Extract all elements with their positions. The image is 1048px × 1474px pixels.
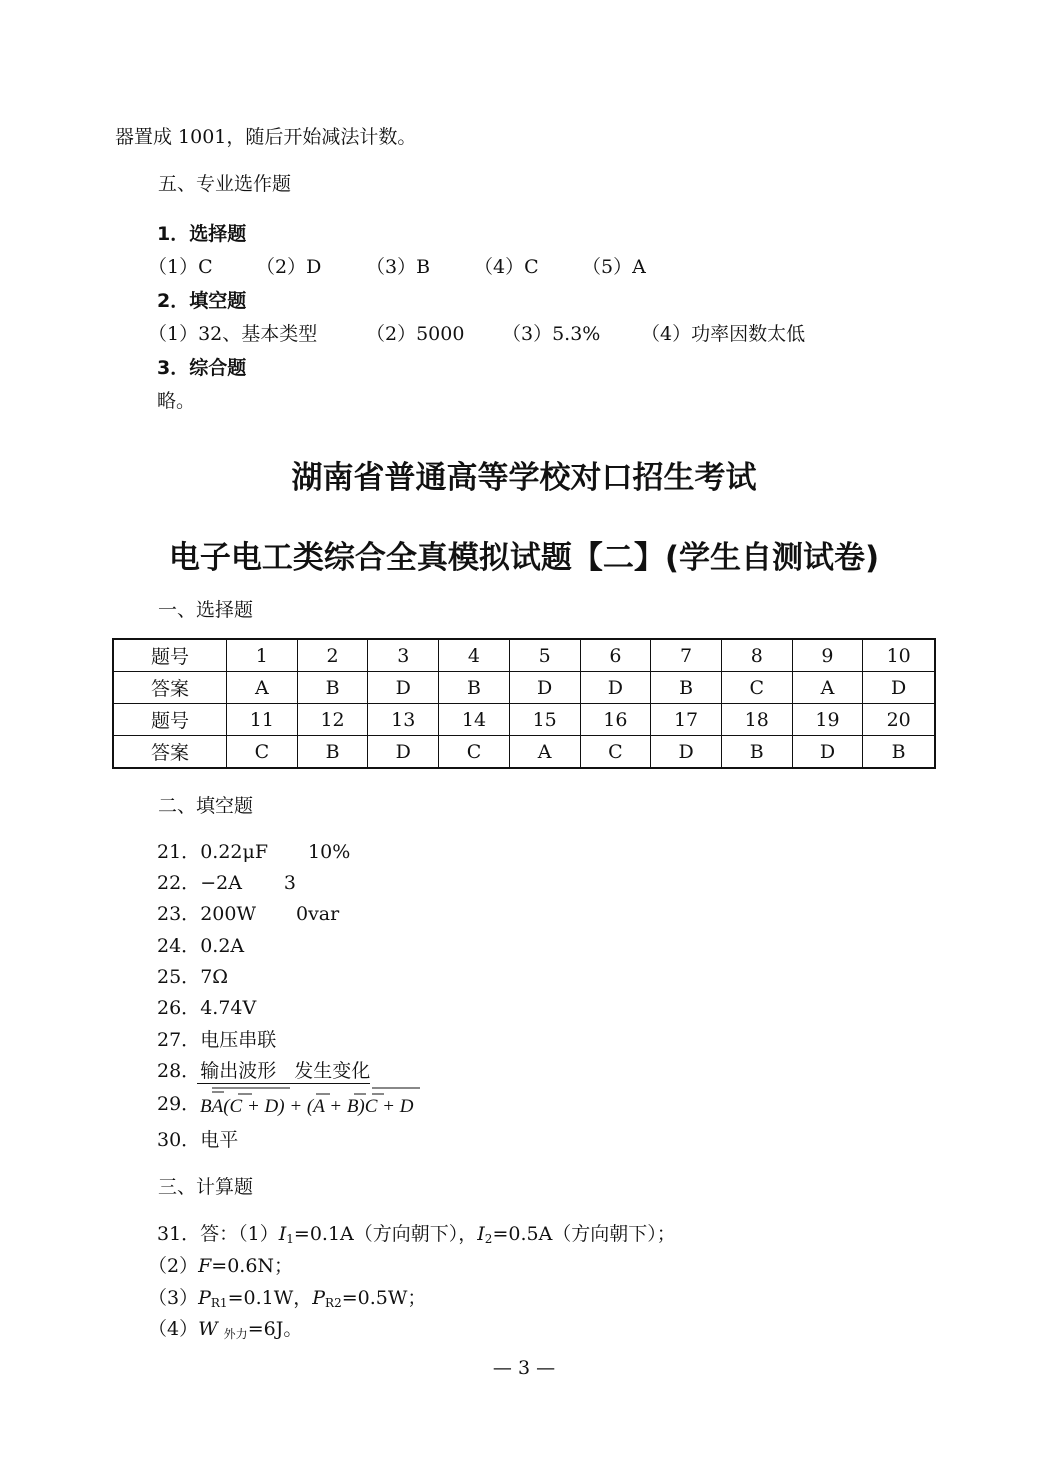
fill-item-29 <box>157 1095 200 1114</box>
table-cell: 6 <box>580 639 651 672</box>
item-answer: 3 <box>283 872 297 894</box>
item-number: 25． <box>157 966 201 988</box>
calc-line-2 <box>148 1257 293 1276</box>
table-cell: 16 <box>580 704 651 736</box>
calc-prefix: （2） <box>148 1255 199 1277</box>
item-number: 24． <box>157 935 201 957</box>
boolean-formula-29 <box>198 1080 428 1120</box>
table-cell: 13 <box>368 704 439 736</box>
s5-fill-item: （4）功率因数太低 <box>641 323 806 345</box>
fill-item-21 <box>157 843 350 862</box>
section-title-2: 二、填空题 <box>158 795 254 817</box>
table-cell: 12 <box>297 704 368 736</box>
s5-choice-item: （3）B <box>366 256 431 278</box>
s5-choice-title: 1．选择题 <box>157 223 247 245</box>
table-cell: A <box>509 736 580 769</box>
subscript: R1 <box>210 1296 228 1310</box>
table-cell: B <box>721 736 792 769</box>
calc-line-1 <box>157 1225 676 1245</box>
table-cell: 15 <box>509 704 580 736</box>
table-cell: 8 <box>721 639 792 672</box>
fill-item-26 <box>157 999 256 1018</box>
s5-fill-item: （3）5.3% <box>502 323 601 345</box>
s5-fill-item: （1）32、基本类型 <box>148 323 318 345</box>
row-label: 答案 <box>113 672 227 704</box>
section-title-5: 五、专业选作题 <box>158 173 292 195</box>
calc-line-3 <box>148 1289 426 1309</box>
item-answer: 0var <box>295 903 340 925</box>
item-answer: 电压串联 <box>200 1029 277 1051</box>
calc-prefix: （3） <box>148 1287 199 1309</box>
exam-title-line1: 湖南省普通高等学校对口招生考试 <box>291 460 757 496</box>
table-cell: 10 <box>863 639 935 672</box>
var-f: F <box>198 1255 212 1277</box>
table-cell: C <box>227 736 298 769</box>
calc-text: =0.1W， <box>227 1287 313 1309</box>
s5-choice-item: （5）A <box>582 256 646 278</box>
item-answer: −2A <box>200 872 242 894</box>
exam-title-line2: 电子电工类综合全真模拟试题【二】(学生自测试卷) <box>168 540 880 576</box>
calc-text: =0.1A（方向朝下）， <box>293 1223 478 1245</box>
item-number: 27． <box>157 1029 201 1051</box>
table-cell: 5 <box>509 639 580 672</box>
fill-item-23 <box>157 905 339 924</box>
page-number: — 3 — <box>492 1357 556 1379</box>
calc-text: =6J。 <box>247 1318 303 1340</box>
subscript: 1 <box>286 1232 294 1246</box>
table-cell: 14 <box>439 704 510 736</box>
item-answer: 发生变化 <box>294 1060 371 1082</box>
item-answer: 电平 <box>200 1129 239 1151</box>
var-i: I <box>477 1223 485 1245</box>
table-cell: 1 <box>227 639 298 672</box>
calc-prefix: 31．答：（1） <box>157 1223 279 1245</box>
table-cell: B <box>439 672 510 704</box>
table-row <box>113 639 935 672</box>
item-number: 28． <box>157 1060 201 1082</box>
fill-item-25 <box>157 968 228 987</box>
table-cell: 7 <box>651 639 722 672</box>
item-answer: 10% <box>308 841 351 863</box>
table-cell: D <box>792 736 863 769</box>
section-title-1: 一、选择题 <box>158 599 254 621</box>
table-cell: 17 <box>651 704 722 736</box>
table-cell: B <box>297 672 368 704</box>
calc-text: =0.5W； <box>341 1287 427 1309</box>
calc-prefix: （4） <box>148 1318 199 1340</box>
var-i: I <box>278 1223 287 1245</box>
answer-underline <box>197 1083 370 1084</box>
table-cell: A <box>227 672 298 704</box>
continuation-text: 器置成 1001，随后开始减法计数。 <box>115 126 417 148</box>
subscript: 2 <box>484 1232 493 1246</box>
fill-item-22 <box>157 874 296 893</box>
answer-table <box>112 638 936 769</box>
calc-line-4 <box>148 1320 302 1340</box>
row-label: 答案 <box>113 736 227 769</box>
var-w: W <box>198 1318 218 1340</box>
table-cell: 4 <box>439 639 510 672</box>
table-cell: B <box>651 672 722 704</box>
item-number: 22． <box>157 872 201 894</box>
s5-comp-body: 略。 <box>157 390 196 412</box>
item-answer: 输出波形 <box>200 1060 277 1082</box>
s5-comp-title: 3．综合题 <box>157 357 247 379</box>
fill-item-30 <box>157 1131 238 1150</box>
s5-choice-item: （1）C <box>148 256 213 278</box>
table-cell: 2 <box>297 639 368 672</box>
item-answer: 7Ω <box>200 966 229 988</box>
var-p: P <box>312 1287 326 1309</box>
calc-text: =0.5A（方向朝下）； <box>492 1223 676 1245</box>
item-answer: 0.22μF <box>200 841 269 863</box>
table-cell: D <box>368 672 439 704</box>
item-number: 30． <box>157 1129 201 1151</box>
item-number: 29． <box>157 1093 201 1115</box>
table-cell: 19 <box>792 704 863 736</box>
item-answer: 4.74V <box>200 997 257 1019</box>
table-cell: 20 <box>863 704 935 736</box>
table-row <box>113 736 935 769</box>
table-cell: B <box>297 736 368 769</box>
table-cell: D <box>368 736 439 769</box>
item-answer: 0.2A <box>200 935 245 957</box>
table-cell: 18 <box>721 704 792 736</box>
calc-text: =0.6N； <box>211 1255 294 1277</box>
fill-item-27 <box>157 1031 276 1050</box>
formula-text: BA(C + D) + (A + B)C + D <box>200 1096 414 1117</box>
item-number: 26． <box>157 997 201 1019</box>
table-cell: D <box>863 672 935 704</box>
table-cell: C <box>580 736 651 769</box>
s5-fill-title: 2．填空题 <box>157 290 247 312</box>
subscript: 外力 <box>223 1327 248 1341</box>
table-row <box>113 672 935 704</box>
item-answer: 200W <box>200 903 256 925</box>
item-number: 21． <box>157 841 201 863</box>
fill-item-28 <box>157 1062 370 1081</box>
item-number: 23． <box>157 903 201 925</box>
table-cell: A <box>792 672 863 704</box>
section-title-3: 三、计算题 <box>158 1176 254 1198</box>
table-cell: 11 <box>227 704 298 736</box>
s5-choice-item: （4）C <box>474 256 539 278</box>
table-cell: D <box>509 672 580 704</box>
table-cell: C <box>439 736 510 769</box>
table-cell: D <box>580 672 651 704</box>
row-label: 题号 <box>113 704 227 736</box>
fill-item-24 <box>157 937 244 956</box>
row-label: 题号 <box>113 639 227 672</box>
s5-choice-item: （2）D <box>256 256 322 278</box>
var-p: P <box>198 1287 211 1309</box>
table-cell: 3 <box>368 639 439 672</box>
table-cell: C <box>721 672 792 704</box>
table-cell: 9 <box>792 639 863 672</box>
table-row <box>113 704 935 736</box>
table-cell: B <box>863 736 935 769</box>
s5-fill-item: （2）5000 <box>366 323 465 345</box>
subscript: R2 <box>325 1296 342 1310</box>
table-cell: D <box>651 736 722 769</box>
